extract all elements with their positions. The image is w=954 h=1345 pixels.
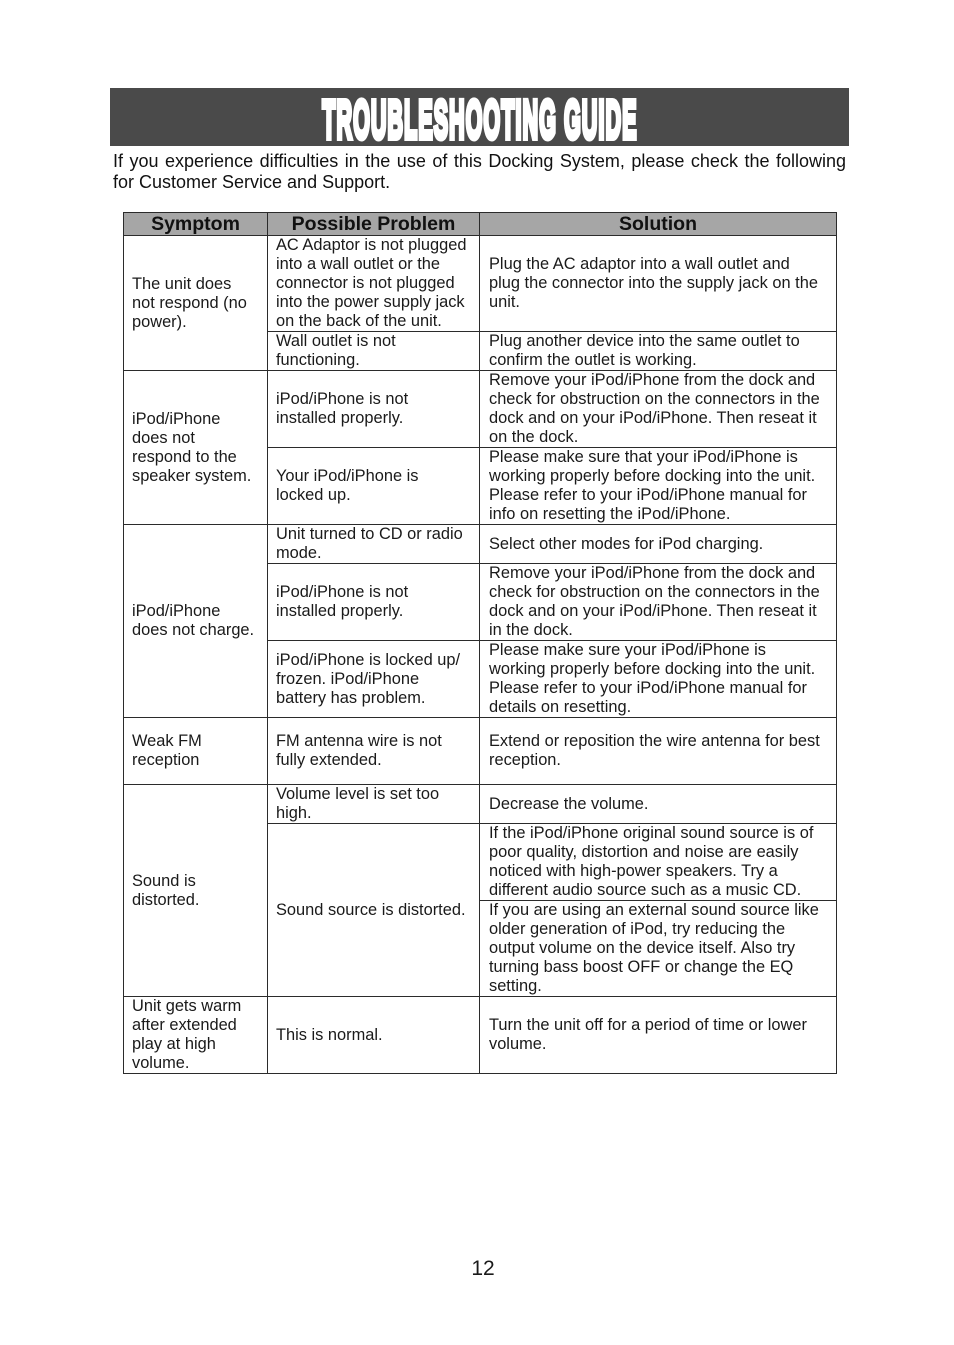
solution-cell: Plug another device into the same outlet to confirm the outlet is working.: [480, 332, 837, 371]
problem-cell: Your iPod/iPhone is locked up.: [268, 448, 480, 525]
problem-cell: This is normal.: [268, 997, 480, 1074]
solution-cell: If the iPod/iPhone original sound source is of poor quality, distortion and noise are easily noticed with high-power speakers. Try a different audio source such as a music CD.: [480, 824, 837, 901]
intro-line: If you experience difficulties in the use of this Docking System, please check the following: [113, 151, 846, 171]
solution-cell: Please make sure your iPod/iPhone is working properly before docking into the unit. Please refer to your iPod/iPhone manual for details on resetting.: [480, 641, 837, 718]
symptom-cell: Unit gets warm after extended play at high volume.: [124, 997, 268, 1074]
symptom-cell: Weak FM reception: [124, 718, 268, 785]
symptom-cell: iPod/iPhone does not respond to the speaker system.: [124, 371, 268, 525]
problem-cell: Sound source is distorted.: [268, 824, 480, 997]
solution-cell: Extend or reposition the wire antenna for best reception.: [480, 718, 837, 785]
problem-cell: iPod/iPhone is not installed properly.: [268, 371, 480, 448]
problem-cell: Unit turned to CD or radio mode.: [268, 525, 480, 564]
symptom-cell: Sound is distorted.: [124, 785, 268, 997]
table-row: [124, 997, 837, 1074]
symptom-cell: The unit does not respond (no power).: [124, 236, 268, 371]
problem-cell: iPod/iPhone is locked up/ frozen. iPod/iPhone battery has problem.: [268, 641, 480, 718]
symptom-cell: iPod/iPhone does not charge.: [124, 525, 268, 718]
page-number: 12: [471, 1257, 495, 1280]
intro-line: for Customer Service and Support.: [113, 172, 391, 192]
solution-cell: Turn the unit off for a period of time or lower volume.: [480, 997, 837, 1074]
title-bar: [110, 88, 849, 146]
table-row: [124, 236, 837, 332]
problem-cell: FM antenna wire is not fully extended.: [268, 718, 480, 785]
page-title: TROUBLESHOOTING GUIDE: [321, 90, 638, 146]
table-row: [124, 371, 837, 448]
troubleshooting-table: [123, 212, 837, 1074]
problem-cell: Wall outlet is not functioning.: [268, 332, 480, 371]
problem-cell: Volume level is set too high.: [268, 785, 480, 824]
problem-cell: AC Adaptor is not plugged into a wall outlet or the connector is not plugged into the power supply jack on the back of the unit.: [268, 236, 480, 332]
solution-cell: Decrease the volume.: [480, 785, 837, 824]
table-row: [124, 785, 837, 824]
intro-paragraph: [113, 151, 846, 193]
table-row: [124, 525, 837, 564]
table-row: [124, 718, 837, 785]
solution-cell: Plug the AC adaptor into a wall outlet and plug the connector into the supply jack on the unit.: [480, 236, 837, 332]
solution-cell: Remove your iPod/iPhone from the dock and check for obstruction on the connectors in the dock and on your iPod/iPhone. Then reseat it on the dock.: [480, 371, 837, 448]
problem-cell: iPod/iPhone is not installed properly.: [268, 564, 480, 641]
solution-cell: Select other modes for iPod charging.: [480, 525, 837, 564]
header-solution: Solution: [480, 213, 837, 236]
table-header-row: [124, 213, 837, 236]
header-possible-problem: Possible Problem: [268, 213, 480, 236]
header-symptom: Symptom: [124, 213, 268, 236]
solution-cell: Please make sure that your iPod/iPhone is working properly before docking into the unit. Please refer to your iPod/iPhone manual for info on resetting the iPod/iPhone.: [480, 448, 837, 525]
solution-cell: If you are using an external sound source like older generation of iPod, try reducing the output volume on the device itself. Also try turning bass boost OFF or change the EQ setting.: [480, 901, 837, 997]
solution-cell: Remove your iPod/iPhone from the dock and check for obstruction on the connectors in the dock and on your iPod/iPhone. Then reseat it in the dock.: [480, 564, 837, 641]
